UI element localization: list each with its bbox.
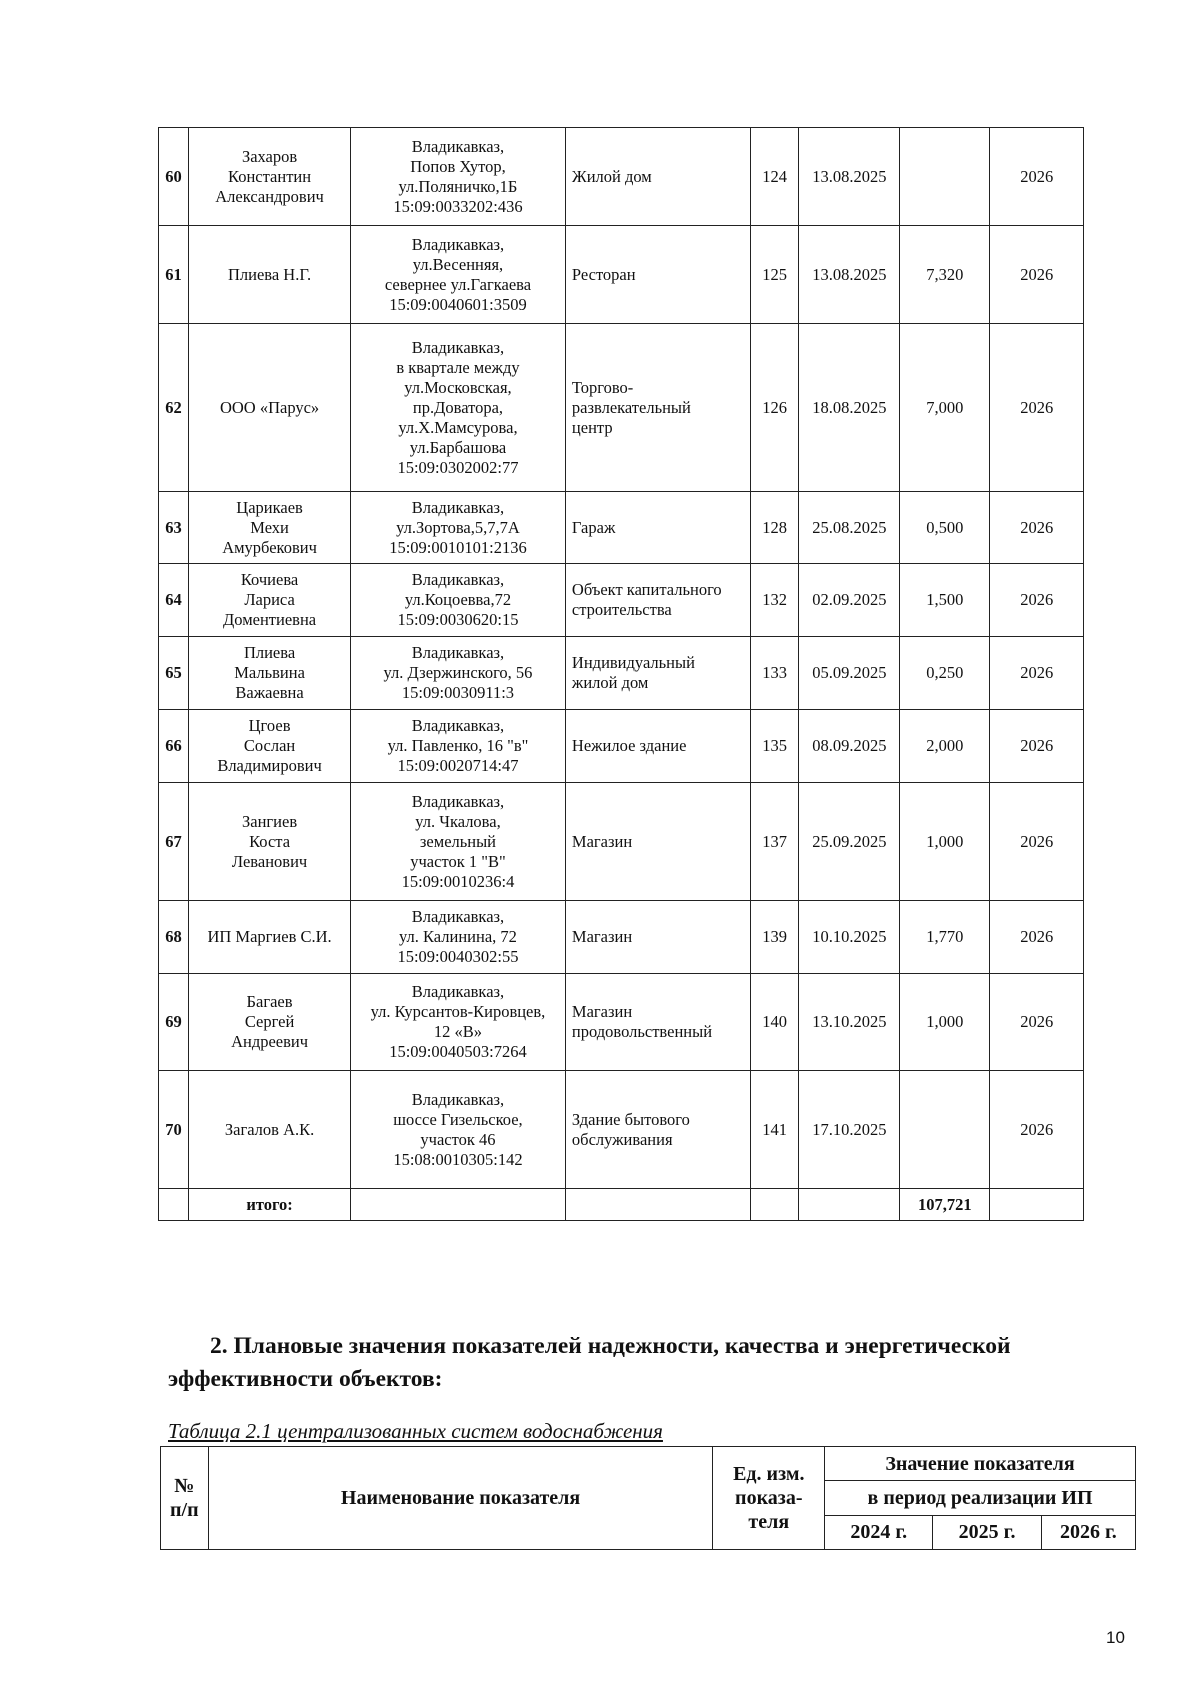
total-empty-cell <box>750 1189 799 1221</box>
row-number-cell: 60 <box>159 128 189 226</box>
table-caption: Таблица 2.1 централизованных систем водоснабжения <box>168 1419 663 1443</box>
object-type-cell: Жилой дом <box>565 128 750 226</box>
table-row <box>159 783 1084 901</box>
request-number-cell: 132 <box>750 564 799 637</box>
indicators-table <box>160 1446 1136 1550</box>
load-value-cell: 7,000 <box>900 324 990 492</box>
total-empty-cell <box>990 1189 1084 1221</box>
request-date-cell: 02.09.2025 <box>799 564 900 637</box>
table-row <box>159 564 1084 637</box>
object-type-cell: Индивидуальный жилой дом <box>565 637 750 710</box>
connection-year-cell: 2026 <box>990 783 1084 901</box>
page-number: 10 <box>1106 1628 1125 1647</box>
row-number-cell: 66 <box>159 710 189 783</box>
load-value-cell: 1,000 <box>900 783 990 901</box>
objects-table <box>158 127 1084 1221</box>
owner-name-cell: ООО «Парус» <box>189 324 351 492</box>
address-cell: Владикавказ, в квартале между ул.Московская, пр.Доватора, ул.Х.Мамсурова, ул.Барбашова 15:09:0302002:77 <box>351 324 566 492</box>
table-row <box>159 710 1084 783</box>
table-row <box>159 226 1084 324</box>
address-cell: Владикавказ, ул. Курсантов-Кировцев, 12 «В» 15:09:0040503:7264 <box>351 974 566 1071</box>
owner-name-cell: Плиева Мальвина Важаевна <box>189 637 351 710</box>
row-number-cell: 68 <box>159 901 189 974</box>
request-date-cell: 08.09.2025 <box>799 710 900 783</box>
owner-name-cell: Загалов А.К. <box>189 1071 351 1189</box>
header-year: 2024 г. <box>825 1515 933 1549</box>
total-label-cell: итого: <box>189 1189 351 1221</box>
table-row <box>159 1071 1084 1189</box>
connection-year-cell: 2026 <box>990 710 1084 783</box>
address-cell: Владикавказ, ул.Зортова,5,7,7А 15:09:0010101:2136 <box>351 492 566 564</box>
row-number-cell: 70 <box>159 1071 189 1189</box>
row-number-cell: 64 <box>159 564 189 637</box>
object-type-cell: Здание бытового обслуживания <box>565 1071 750 1189</box>
request-date-cell: 10.10.2025 <box>799 901 900 974</box>
row-number-cell: 62 <box>159 324 189 492</box>
address-cell: Владикавказ, ул.Весенняя, севернее ул.Гагкаева 15:09:0040601:3509 <box>351 226 566 324</box>
request-number-cell: 133 <box>750 637 799 710</box>
connection-year-cell: 2026 <box>990 974 1084 1071</box>
connection-year-cell: 2026 <box>990 1071 1084 1189</box>
address-cell: Владикавказ, шоссе Гизельское, участок 46 15:08:0010305:142 <box>351 1071 566 1189</box>
load-value-cell: 7,320 <box>900 226 990 324</box>
request-date-cell: 17.10.2025 <box>799 1071 900 1189</box>
header-unit: Ед. изм. показа- теля <box>713 1447 825 1550</box>
request-number-cell: 141 <box>750 1071 799 1189</box>
owner-name-cell: Царикаев Мехи Амурбекович <box>189 492 351 564</box>
header-year: 2025 г. <box>933 1515 1041 1549</box>
request-number-cell: 140 <box>750 974 799 1071</box>
connection-year-cell: 2026 <box>990 637 1084 710</box>
header-value-title: Значение показателя <box>825 1447 1136 1481</box>
address-cell: Владикавказ, ул. Чкалова, земельный участок 1 "В" 15:09:0010236:4 <box>351 783 566 901</box>
connection-year-cell: 2026 <box>990 564 1084 637</box>
table-row <box>159 128 1084 226</box>
table-row <box>159 324 1084 492</box>
load-value-cell: 1,500 <box>900 564 990 637</box>
owner-name-cell: Кочиева Лариса Доментиевна <box>189 564 351 637</box>
table-row <box>159 974 1084 1071</box>
load-value-cell: 0,500 <box>900 492 990 564</box>
row-number-cell: 67 <box>159 783 189 901</box>
object-type-cell: Магазин <box>565 901 750 974</box>
connection-year-cell: 2026 <box>990 901 1084 974</box>
owner-name-cell: Багаев Сергей Андреевич <box>189 974 351 1071</box>
object-type-cell: Объект капитального строительства <box>565 564 750 637</box>
request-number-cell: 135 <box>750 710 799 783</box>
connection-year-cell: 2026 <box>990 128 1084 226</box>
owner-name-cell: Плиева Н.Г. <box>189 226 351 324</box>
request-date-cell: 05.09.2025 <box>799 637 900 710</box>
object-type-cell: Магазин <box>565 783 750 901</box>
total-empty-cell <box>351 1189 566 1221</box>
request-date-cell: 25.08.2025 <box>799 492 900 564</box>
load-value-cell: 1,000 <box>900 974 990 1071</box>
section-title: Плановые значения показателей надежности, качества и энергетической эффективности объектов: <box>168 1333 1011 1392</box>
request-date-cell: 13.10.2025 <box>799 974 900 1071</box>
header-period: в период реализации ИП <box>825 1481 1136 1515</box>
load-value-cell: 0,250 <box>900 637 990 710</box>
header-indicator-name: Наименование показателя <box>208 1447 713 1550</box>
request-date-cell: 18.08.2025 <box>799 324 900 492</box>
request-number-cell: 124 <box>750 128 799 226</box>
load-value-cell: 2,000 <box>900 710 990 783</box>
section-heading <box>168 1330 1128 1396</box>
address-cell: Владикавказ, ул. Павленко, 16 "в" 15:09:0020714:47 <box>351 710 566 783</box>
object-type-cell: Нежилое здание <box>565 710 750 783</box>
row-number-cell: 63 <box>159 492 189 564</box>
request-number-cell: 125 <box>750 226 799 324</box>
connection-year-cell: 2026 <box>990 324 1084 492</box>
total-empty-cell <box>565 1189 750 1221</box>
request-number-cell: 139 <box>750 901 799 974</box>
load-value-cell <box>900 128 990 226</box>
table-row <box>159 492 1084 564</box>
load-value-cell: 1,770 <box>900 901 990 974</box>
object-type-cell: Торгово- развлекательный центр <box>565 324 750 492</box>
request-number-cell: 137 <box>750 783 799 901</box>
total-value-cell: 107,721 <box>900 1189 990 1221</box>
owner-name-cell: Зангиев Коста Леванович <box>189 783 351 901</box>
total-empty-cell <box>799 1189 900 1221</box>
request-date-cell: 13.08.2025 <box>799 128 900 226</box>
object-type-cell: Гараж <box>565 492 750 564</box>
load-value-cell <box>900 1071 990 1189</box>
request-number-cell: 126 <box>750 324 799 492</box>
address-cell: Владикавказ, ул.Коцоевва,72 15:09:0030620:15 <box>351 564 566 637</box>
section-number: 2. <box>210 1333 228 1359</box>
address-cell: Владикавказ, ул. Калинина, 72 15:09:0040302:55 <box>351 901 566 974</box>
owner-name-cell: Захаров Константин Александрович <box>189 128 351 226</box>
request-number-cell: 128 <box>750 492 799 564</box>
total-empty-cell <box>159 1189 189 1221</box>
connection-year-cell: 2026 <box>990 492 1084 564</box>
row-number-cell: 69 <box>159 974 189 1071</box>
connection-year-cell: 2026 <box>990 226 1084 324</box>
row-number-cell: 65 <box>159 637 189 710</box>
object-type-cell: Магазин продовольственный <box>565 974 750 1071</box>
header-num: № п/п <box>161 1447 209 1550</box>
address-cell: Владикавказ, ул. Дзержинского, 56 15:09:0030911:3 <box>351 637 566 710</box>
owner-name-cell: ИП Маргиев С.И. <box>189 901 351 974</box>
objects-table-body <box>159 128 1084 1221</box>
table-row <box>159 637 1084 710</box>
request-date-cell: 25.09.2025 <box>799 783 900 901</box>
address-cell: Владикавказ, Попов Хутор, ул.Поляничко,1Б 15:09:0033202:436 <box>351 128 566 226</box>
owner-name-cell: Цгоев Сослан Владимирович <box>189 710 351 783</box>
total-row <box>159 1189 1084 1221</box>
header-year: 2026 г. <box>1041 1515 1135 1549</box>
request-date-cell: 13.08.2025 <box>799 226 900 324</box>
object-type-cell: Ресторан <box>565 226 750 324</box>
table-row <box>159 901 1084 974</box>
row-number-cell: 61 <box>159 226 189 324</box>
